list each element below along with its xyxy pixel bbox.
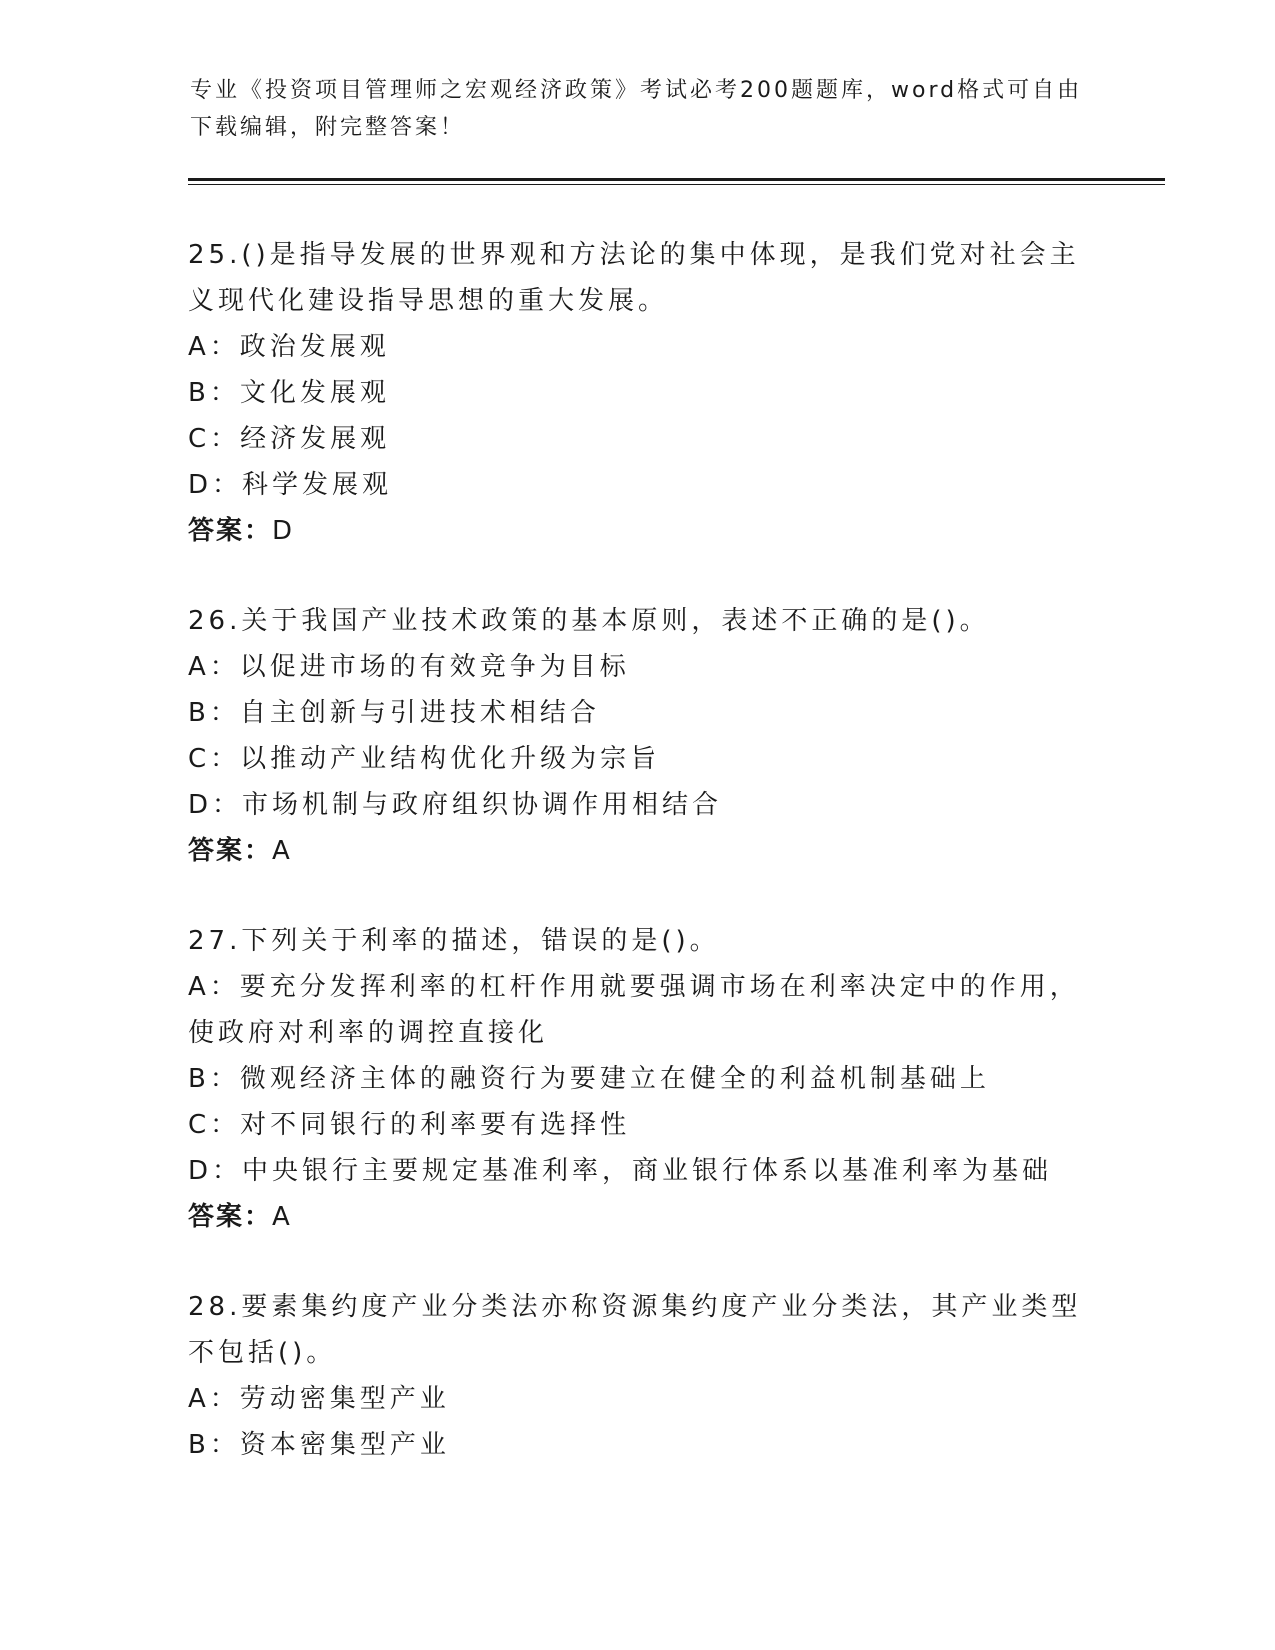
answer-line xyxy=(188,1194,1088,1240)
question-25 xyxy=(188,232,1088,554)
question-26 xyxy=(188,598,1088,874)
answer-label: 答案： xyxy=(188,836,273,866)
question-stem: 25.()是指导发展的世界观和方法论的集中体现，是我们党对社会主义现代化建设指导思想的重大发展。 xyxy=(188,240,1080,316)
answer-line xyxy=(188,508,1088,554)
option-a: A：要充分发挥利率的杠杆作用就要强调市场在利率决定中的作用，使政府对利率的调控直接化 xyxy=(188,972,1080,1048)
option-b: B：资本密集型产业 xyxy=(188,1430,450,1460)
answer-value: A xyxy=(272,836,292,866)
option-c: C：对不同银行的利率要有选择性 xyxy=(188,1110,631,1140)
header-divider-thin xyxy=(188,184,1165,185)
option-b: B：自主创新与引进技术相结合 xyxy=(188,698,600,728)
document-header: 专业《投资项目管理师之宏观经济政策》考试必考200题题库，word格式可自由下载编辑，附完整答案！ xyxy=(190,78,1083,140)
option-a: A：以促进市场的有效竞争为目标 xyxy=(188,652,630,682)
answer-value: D xyxy=(272,516,295,546)
question-stem: 26.关于我国产业技术政策的基本原则，表述不正确的是()。 xyxy=(188,606,990,636)
question-list xyxy=(188,232,1088,1512)
option-a: A：劳动密集型产业 xyxy=(188,1384,450,1414)
header-divider-thick xyxy=(188,178,1165,181)
question-28 xyxy=(188,1284,1088,1468)
option-b: B：文化发展观 xyxy=(188,378,390,408)
question-stem: 27.下列关于利率的描述，错误的是()。 xyxy=(188,926,720,956)
option-c: C：经济发展观 xyxy=(188,424,391,454)
question-stem: 28.要素集约度产业分类法亦称资源集约度产业分类法，其产业类型不包括()。 xyxy=(188,1292,1082,1368)
option-a: A：政治发展观 xyxy=(188,332,390,362)
option-b: B：微观经济主体的融资行为要建立在健全的利益机制基础上 xyxy=(188,1064,990,1094)
option-c: C：以推动产业结构优化升级为宗旨 xyxy=(188,744,661,774)
answer-line xyxy=(188,828,1088,874)
option-d: D：中央银行主要规定基准利率，商业银行体系以基准利率为基础 xyxy=(188,1156,1053,1186)
option-d: D：科学发展观 xyxy=(188,470,393,500)
answer-value: A xyxy=(272,1202,292,1232)
answer-label: 答案： xyxy=(188,1202,273,1232)
option-d: D：市场机制与政府组织协调作用相结合 xyxy=(188,790,723,820)
answer-label: 答案： xyxy=(188,516,273,546)
question-27 xyxy=(188,918,1088,1240)
